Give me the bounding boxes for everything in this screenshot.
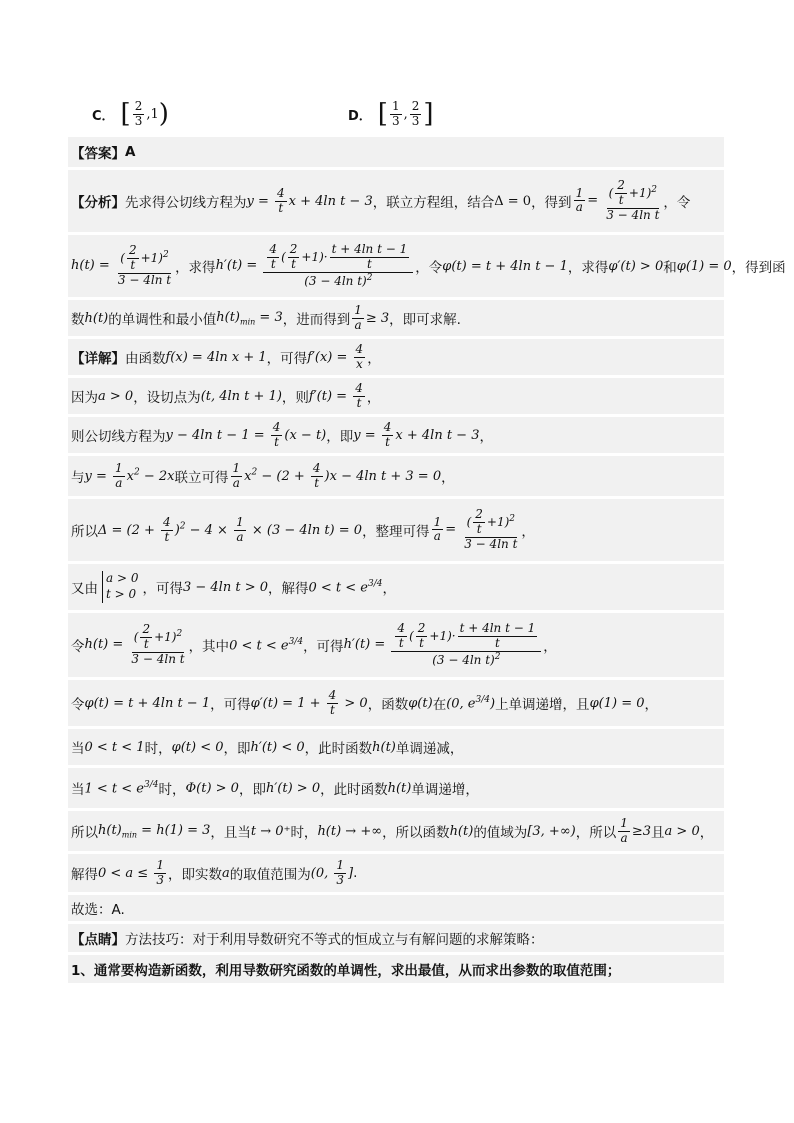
condition-a: a > 0 xyxy=(106,571,139,586)
detail-text: ，此时函数 xyxy=(304,741,373,757)
h-definition: h(t) = ( $\frac{2}{t}$ +1)$^2$ 3 − 4ln t xyxy=(71,243,172,287)
detail-text: ，设切点为 xyxy=(133,390,201,406)
tangent-point-slope: y − 4ln t − 1 = $\frac{4}{t}$ (x − t) xyxy=(165,419,327,449)
reciprocal-a-relation: $\frac{1}{a}$ = ( $\frac{2}{t}$ +1)$^2$ 3 − 4ln t xyxy=(575,178,660,222)
h-min-value: $h(t)_{min} = h(1) = 3$ xyxy=(98,822,211,840)
detail-text: ， xyxy=(441,470,455,486)
analysis-text: ，求得 xyxy=(567,260,609,276)
option-d-fraction-1 xyxy=(390,100,402,129)
detail-line-6 xyxy=(68,564,724,610)
option-c xyxy=(92,94,169,134)
detail-text: ， xyxy=(479,429,493,445)
answer-options xyxy=(92,94,732,134)
option-d-comma: , xyxy=(403,106,408,122)
detail-line-11 xyxy=(68,811,724,851)
analysis-line-1 xyxy=(68,170,724,232)
detail-text: ，所以函数 xyxy=(382,825,450,841)
detail-text: ， xyxy=(699,825,714,841)
t-range-2: $0 < t < e^{3/4}$ xyxy=(229,636,304,654)
detail-label: 【详解】 xyxy=(71,351,125,367)
h-symbol: h(t) xyxy=(387,780,412,796)
phi-symbol: φ(t) xyxy=(408,695,433,711)
condition-system xyxy=(102,571,138,602)
detail-line-10 xyxy=(68,768,724,808)
detail-text: 因为 xyxy=(71,390,98,406)
detail-text: 当 xyxy=(71,782,85,798)
tips-line xyxy=(68,924,724,952)
tips-label: 【点睛】 xyxy=(71,932,125,948)
answer-value: A xyxy=(125,144,136,160)
detail-text: 又由 xyxy=(71,581,98,597)
option-d-den-1: 3 xyxy=(391,113,400,128)
option-d-open-bracket: [ xyxy=(377,99,388,129)
detail-line-12 xyxy=(68,854,724,892)
solution-block xyxy=(68,137,786,986)
phi-derivative: φ′(t) = 1 + $\frac{4}{t}$ > 0 xyxy=(250,687,368,717)
phi-one-zero: φ(1) = 0 xyxy=(676,258,732,274)
a-positive: a > 0 xyxy=(98,388,134,404)
phi-definition-2: φ(t) = t + 4ln t − 1 xyxy=(84,695,211,711)
option-d-fraction-2 xyxy=(410,100,422,129)
h-prime-positive: h′(t) > 0 xyxy=(265,780,321,796)
detail-line-4 xyxy=(68,456,724,496)
detail-text: 上单调递增，且 xyxy=(495,697,590,713)
detail-text: 由函数 xyxy=(125,351,166,367)
h-derivative: h′(t) = $\frac{4}{t}$ ( $\frac{2}{t}$ +1)· $\frac{\text{t + 4ln t − 1}}{t}$ (3 − 4ln t)$^2$ xyxy=(216,243,416,288)
detail-text: ，即 xyxy=(223,741,251,757)
combined-quadratic: $\frac{1}{a}$ $x^2 - (2$ + $\frac{4}{t}$ )x − 4ln t + 3 = 0 xyxy=(232,460,442,490)
detail-text: 联立可得 xyxy=(174,470,229,486)
h-minimum: $h(t)_{min} = 3$ xyxy=(216,309,283,327)
h-symbol: h(t) xyxy=(449,823,474,839)
a-positive-2: a > 0 xyxy=(664,823,700,839)
phi-one-zero-2: φ(1) = 0 xyxy=(589,695,645,711)
tangent-point: (t, 4ln t + 1) xyxy=(200,388,282,404)
detail-text: 令 xyxy=(71,639,85,655)
log-condition: 3 − 4ln t > 0 xyxy=(182,579,268,595)
h-limit: h(t) → +∞ xyxy=(317,823,383,839)
tangent-line-eq: y = $\frac{4}{t}$ x + 4ln t − 3 xyxy=(246,185,373,215)
detail-line-1 xyxy=(68,339,724,375)
option-d-den-2: 3 xyxy=(411,113,420,128)
detail-text: 时， xyxy=(144,741,172,757)
detail-text: 令 xyxy=(71,697,85,713)
h-symbol: h(t) xyxy=(372,739,396,755)
analysis-line-2 xyxy=(68,235,786,297)
detail-text: 与 xyxy=(71,470,85,486)
tips-item-1 xyxy=(68,955,724,983)
a-symbol: a xyxy=(221,865,230,881)
phi-positive: Φ(t) > 0 xyxy=(185,780,239,796)
t-limit: t → 0⁺ xyxy=(250,823,291,839)
tangent-slope-intercept: y = $\frac{4}{t}$ x + 4ln t − 3 xyxy=(353,419,480,449)
analysis-text: ，求得 xyxy=(175,260,216,276)
analysis-text: ，即可求解. xyxy=(389,312,461,328)
option-d-num-1: 1 xyxy=(391,98,400,113)
h-derivative-2: h′(t) = $\frac{4}{t}$ ( $\frac{2}{t}$ +1)· $\frac{\text{t + 4ln t − 1}}{t}$ (3 − 4ln t)$^2$ xyxy=(344,622,544,667)
option-d-num-2: 2 xyxy=(411,98,420,113)
choice-line xyxy=(68,895,724,921)
detail-text: ，可得 xyxy=(303,639,344,655)
detail-text: 的值域为 xyxy=(473,825,528,841)
h-definition-2: h(t) = ( $\frac{2}{t}$ +1)$^2$ 3 − 4ln t xyxy=(84,622,185,666)
detail-text: 时， xyxy=(158,782,186,798)
detail-line-5 xyxy=(68,499,724,561)
analysis-text: ，令 xyxy=(663,195,691,211)
detail-text: 则公切线方程为 xyxy=(71,429,166,445)
detail-text: . xyxy=(353,865,358,881)
h-symbol: h(t) xyxy=(84,310,109,326)
detail-text: ，可得 xyxy=(142,581,183,597)
reciprocal-a-result: $\frac{1}{a}$ = ( $\frac{2}{t}$ +1)$^2$ 3 − 4ln t xyxy=(433,507,518,551)
condition-t: t > 0 xyxy=(106,587,137,601)
analysis-label: 【分析】 xyxy=(71,195,125,211)
a-range: (0, $\frac{1}{3}$ ] xyxy=(310,857,354,887)
detail-text: 解得 xyxy=(71,867,98,883)
option-c-numerator: 2 xyxy=(134,98,143,113)
phi-negative: φ(t) < 0 xyxy=(171,739,224,755)
detail-text: ， xyxy=(367,351,381,367)
detail-text: ，且当 xyxy=(210,825,251,841)
t-range: $0 < t < e^{3/4}$ xyxy=(308,578,383,596)
detail-text: ， xyxy=(644,697,659,713)
option-c-label: C． xyxy=(92,108,115,124)
option-c-open-bracket: [ xyxy=(120,99,131,129)
tips-item-text: 1、通常要构造新函数，利用导数研究函数的单调性，求出最值，从而求出参数的取值范围； xyxy=(71,963,621,979)
detail-text: 单调递减， xyxy=(395,741,464,757)
analysis-text: ，令 xyxy=(415,260,443,276)
detail-line-7 xyxy=(68,613,724,677)
option-d-label: D． xyxy=(348,108,372,124)
a-solution: 0 < a ≤ $\frac{1}{3}$ xyxy=(98,857,164,887)
detail-text: ，可得 xyxy=(266,351,308,367)
detail-text: 时， xyxy=(290,825,318,841)
phi-interval: (0, $e^{3/4}$) xyxy=(446,694,496,712)
analysis-text: 的单调性和最小值 xyxy=(108,312,217,328)
detail-text: ，整理可得 xyxy=(362,524,430,540)
detail-text: ，此时函数 xyxy=(320,782,388,798)
answer-label: 【答案】 xyxy=(71,146,125,162)
option-c-close-bracket: ) xyxy=(158,99,169,129)
detail-text: 所以 xyxy=(71,524,98,540)
detail-text: ，即实数 xyxy=(167,867,222,883)
h-prime-negative: h′(t) < 0 xyxy=(250,739,305,755)
detail-text: ，解得 xyxy=(268,581,309,597)
detail-text: 且 xyxy=(651,825,665,841)
phi-prime-positive: φ′(t) > 0 xyxy=(608,258,664,274)
detail-text: ， xyxy=(543,639,557,655)
choice-text: 故选：A. xyxy=(71,902,125,918)
analysis-text: ，进而得到 xyxy=(282,312,351,328)
tips-text: 方法技巧：对于利用导数研究不等式的恒成立与有解问题的求解策略： xyxy=(125,932,544,948)
f-prime-at-t: f′(t) = $\frac{4}{t}$ xyxy=(308,380,363,410)
analysis-line-3 xyxy=(68,300,724,336)
detail-text: ，所以 xyxy=(575,825,617,841)
detail-text: ，则 xyxy=(281,390,309,406)
detail-text: ，函数 xyxy=(367,697,409,713)
detail-text: 所以 xyxy=(71,825,98,841)
parabola-eq: y = $\frac{1}{a}$ $x^2 - 2x$ xyxy=(84,460,175,490)
analysis-text: ，联立方程组，结合 xyxy=(372,195,495,211)
analysis-text: 和 xyxy=(663,260,677,276)
t-interval-high: $1 < t < e^{3/4}$ xyxy=(84,779,159,797)
detail-line-8 xyxy=(68,680,724,726)
t-interval-low: 0 < t < 1 xyxy=(84,739,145,755)
detail-text: 在 xyxy=(432,697,447,713)
detail-text: ，其中 xyxy=(188,639,230,655)
phi-definition: φ(t) = t + 4ln t − 1 xyxy=(442,258,568,274)
discriminant-eq: Δ = (2 + $\frac{4}{t}$ )$^2$ − 4 × $\frac{1}{a}$ × (3 − 4ln t) = 0 xyxy=(98,514,363,544)
function-f: f(x) = 4ln x + 1 xyxy=(165,349,267,365)
f-derivative: f′(x) = $\frac{4}{x}$ xyxy=(307,341,364,371)
detail-text: ， xyxy=(366,390,381,406)
option-d xyxy=(348,94,434,134)
detail-text: ，可得 xyxy=(210,697,251,713)
answer-line xyxy=(68,137,724,167)
option-d-close-bracket: ] xyxy=(423,99,434,129)
detail-text: ，即 xyxy=(238,782,266,798)
detail-line-2 xyxy=(68,378,724,414)
detail-text: 当 xyxy=(71,741,85,757)
option-c-upper: ,1 xyxy=(146,106,159,122)
h-range: [3, +∞) xyxy=(527,823,576,839)
detail-line-9 xyxy=(68,729,724,765)
reciprocal-a-inequality: $\frac{1}{a}$ ≥ 3 xyxy=(354,302,390,332)
option-c-fraction xyxy=(133,100,145,129)
detail-text: ，即 xyxy=(326,429,354,445)
detail-text: 单调递增， xyxy=(411,782,479,798)
option-c-denominator: 3 xyxy=(134,113,143,128)
detail-text: ， xyxy=(521,524,535,540)
analysis-text: 先求得公切线方程为 xyxy=(125,195,247,211)
discriminant-zero: Δ = 0 xyxy=(494,193,532,209)
analysis-text: ，得到 xyxy=(531,195,572,211)
reciprocal-a-inequality-2: $\frac{1}{a}$ ≥3 xyxy=(620,815,652,845)
detail-text: 的取值范围为 xyxy=(229,867,311,883)
analysis-text: 数 xyxy=(71,312,85,328)
detail-text: ， xyxy=(382,581,396,597)
analysis-text: ，得到函 xyxy=(731,260,786,276)
detail-line-3 xyxy=(68,417,724,453)
